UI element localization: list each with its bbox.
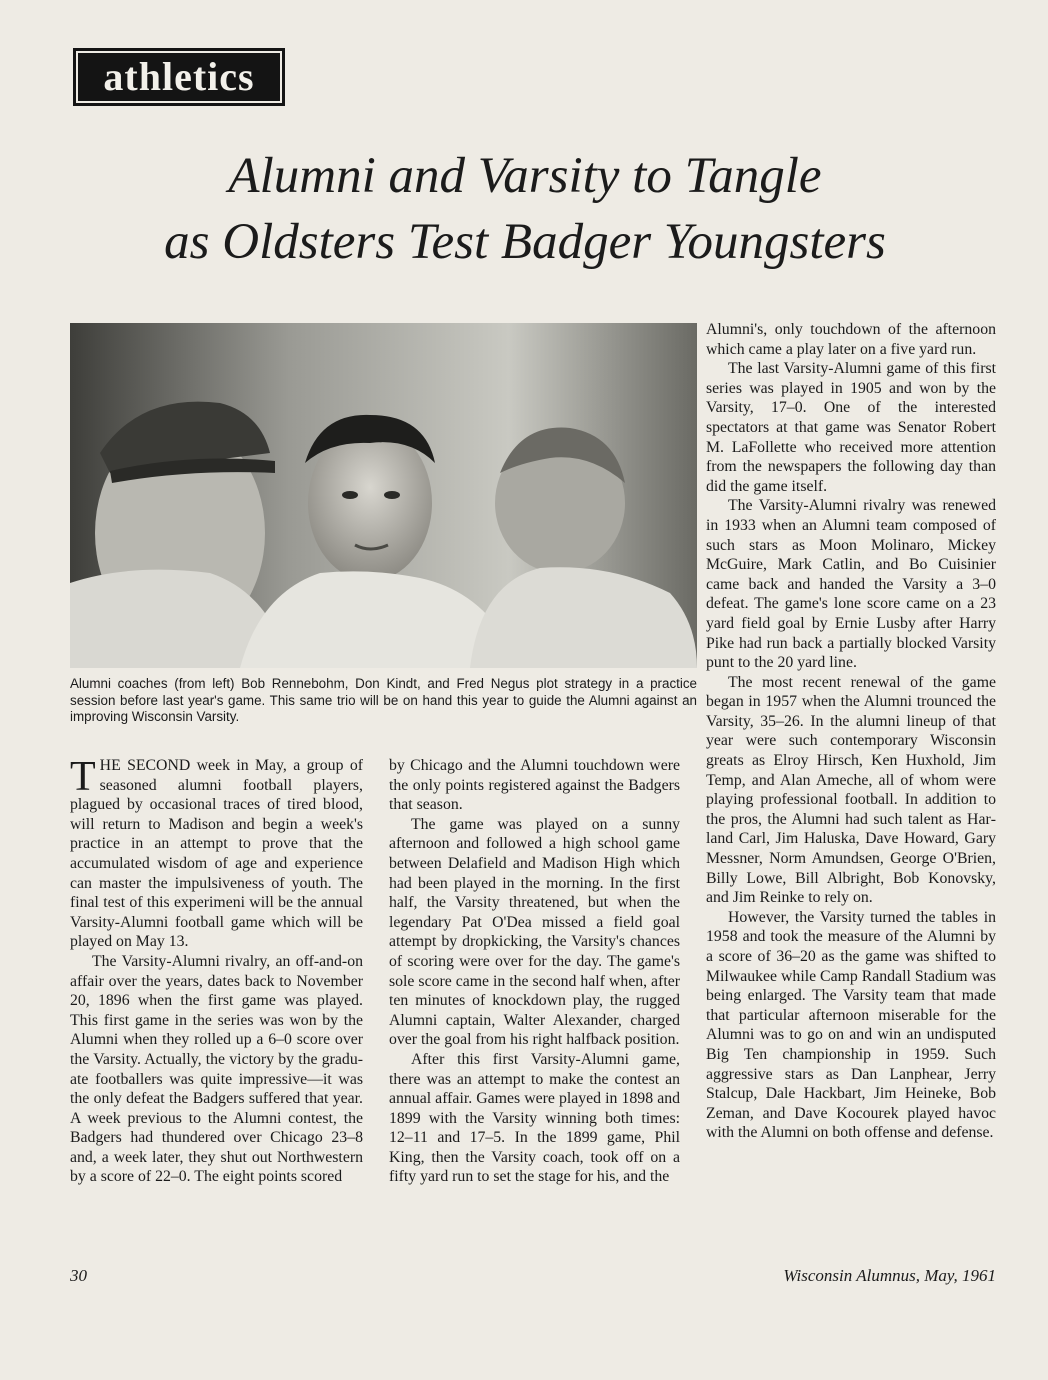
article-paragraph bbox=[70, 756, 363, 952]
drop-cap: T bbox=[70, 754, 96, 800]
article-column-1 bbox=[70, 756, 363, 1187]
headline-line-2: as Oldsters Test Badger Youngsters bbox=[164, 214, 886, 270]
section-label: athletics bbox=[73, 48, 285, 106]
article-paragraph: by Chicago and the Alumni touchdown were the only points registered against the Badgers that season. bbox=[389, 757, 680, 814]
coaches-photo-illustration bbox=[70, 323, 697, 668]
article-column-3 bbox=[706, 320, 996, 1143]
lead-text: week in May, a group of seasoned alumni football players, plagued by occasional traces of tired blood, will return to Madison and begin a week's practice in an attempt to prove that the accumulated wisdom of age and experience can master the impulsiveness of youth. The final test of this experimeni will be the annual Varsity-Alumni football game which will be played on May 13. bbox=[70, 757, 364, 951]
article-paragraph: Alumni's, only touchdown of the afternoon which came a play later on a five yard run. bbox=[706, 321, 996, 358]
headline-line-1: Alumni and Varsity to Tangle bbox=[228, 148, 822, 204]
running-footer: Wisconsin Alumnus, May, 1961 bbox=[783, 1266, 996, 1285]
photo-caption: Alumni coaches (from left) Bob Rennebohm, Don Kindt, and Fred Negus plot strategy in a practice session before last year's game. This same trio will be on hand this year to guide the Alumni against an improving Wisconsin Varsity. bbox=[70, 676, 697, 725]
coaches-photo bbox=[70, 323, 697, 668]
article-paragraph: The last Varsity-Alumni game of this first series was played in 1905 and won by the Varsity, 17–0. One of the interested spectators at that game was Senator Robert M. LaFollette who received more attention from the newspapers the following day than did the game itself. bbox=[706, 360, 996, 495]
article-paragraph: However, the Varsity turned the tables in 1958 and took the measure of the Alumni by a score of 36–20 as the game was shifted to Milwaukee while Camp Randall Stadium was being enlarged. The Varsity team that made that particular afternoon miserable for the Alumni was to go on and win an undisputed Big Ten championship in 1959. Such aggressive stars as Dan Lanphear, Jerry Stalcup, Dale Hackbart, Jim Heineke, Bob Zeman, and Dave Kocourek played havoc with the Alumni on both offense and defense. bbox=[706, 908, 996, 1142]
article-paragraph: After this first Varsity-Alumni game, there was an attempt to make the contest an annual affair. Games were played in 1898 and 1899 with the Varsity winning both times: 12–11 and 17–5. In the 1899 game, Phil King, then the Varsity coach, took off on a fifty yard run to set the stage for his, and the bbox=[389, 1050, 680, 1186]
lead-small-caps: HE SECOND bbox=[99, 757, 191, 774]
article-paragraph: The Varsity-Alumni rivalry was renewed in 1933 when an Alumni team composed of such stars as Moon Molinaro, Mickey McGuire, Mark Catlin, and Bo Cuisinier came back and handed the Varsity a 3–0 defeat. The game's lone score came on a 23 yard field goal by Ernie Lusby after Harry Pike had run back a partially blocked Varsity punt to the 20 yard line. bbox=[706, 497, 996, 672]
article-column-2 bbox=[389, 756, 680, 1187]
article-paragraph: The Varsity-Alumni rivalry, an off-and-on affair over the years, dates back to November 20, 1896 when the first game was played. This first game in the series was won by the Alumni when they rolled up a 6–0 score over the Varsity. Actually, the victory by the graduate footballers was quite impressive—it was the only defeat the Badgers suffered that year. A week previous to the Alumni contest, the Badgers had thundered over Chicago 23–8 and, a week later, they shut out Northwestern by a score of 22–0. The eight points scored bbox=[70, 952, 363, 1186]
page-number: 30 bbox=[70, 1266, 87, 1285]
article-paragraph: The game was played on a sunny afternoon and followed a high school game between Delafield and Madison High which had been played in the morning. In the first half, the Varsity threatened, but when the legendary Pat O'Dea missed a field goal attempt by dropkicking, the Varsity's chances of scoring were over for the day. The game's sole score came in the second half when, after ten minutes of knockdown play, the rugged Alumni captain, Walter Alexander, charged over the goal from his right halfback position. bbox=[389, 815, 680, 1049]
article-paragraph: The most recent renewal of the game began in 1957 when the Alumni trounced the Varsity, 35–26. In the alumni lineup of that year were such contemporary Wisconsin greats as Elroy Hirsch, Ken Huxhold, Jim Temp, and Alan Ameche, all of whom were playing professional football. In addition to the pros, the Alumni had such talent as Harland Carl, Jim Haluska, Dave Howard, Gary Messner, Norm Amundsen, George O'Brien, Billy Lowe, Bill Albright, Bob Konovsky, and Jim Reinke to rely on. bbox=[706, 673, 996, 907]
